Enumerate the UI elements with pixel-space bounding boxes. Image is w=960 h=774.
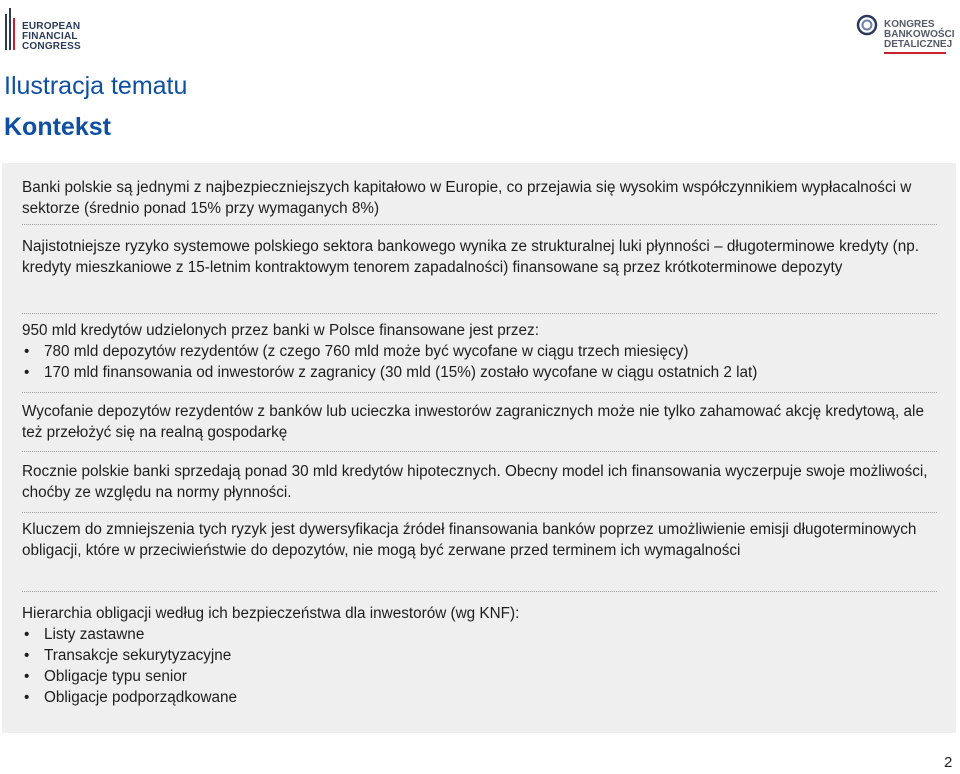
paragraph-text: Najistotniejsze ryzyko systemowe polskiego sektora bankowego wynika ze strukturalnej luki płynności – długoterminowe kredyty (np. kredyty mieszkaniowe z 15-letnim kontraktowym tenorem zapadalności) finansowane są przez krótkoterminowe depozyty: [22, 238, 919, 276]
logo-left-line-1: EUROPEAN: [22, 21, 81, 32]
divider: [22, 512, 937, 513]
kbd-logo-mark-icon: [856, 14, 878, 36]
list-item: • 170 mld finansowania od inwestorów z zagranicy (30 mld (15%) zostało wycofane w ciągu ostatnich 2 lat): [22, 362, 937, 383]
content-panel: [2, 163, 956, 733]
european-financial-congress-logo: [4, 4, 81, 54]
paragraph-diversification: [22, 519, 937, 561]
paragraph-text: 950 mld kredytów udzielonych przez banki w Polsce finansowane jest przez:: [22, 322, 539, 339]
divider: [22, 224, 937, 225]
paragraph-text: Rocznie polskie banki sprzedają ponad 30 mld kredytów hipotecznych. Obecny model ich finansowania wyczerpuje swoje możliwości, choćby ze względu na normy płynności.: [22, 463, 928, 501]
paragraph-credit-funding: [22, 320, 937, 383]
kongres-bankowosci-detalicznej-logo: [856, 14, 956, 56]
bond-hierarchy-list: [22, 624, 937, 708]
logo-right-underline: [884, 52, 946, 54]
logo-right-line-2: BANKOWOŚCI: [884, 29, 955, 40]
list-item: • Transakcje sekurytyzacyjne: [22, 645, 937, 666]
divider: [22, 591, 937, 592]
divider: [22, 392, 937, 393]
efc-logo-mark-icon: [4, 8, 18, 52]
paragraph-text: Hierarchia obligacji według ich bezpieczeństwa dla inwestorów (wg KNF):: [22, 605, 520, 622]
list-item: • Listy zastawne: [22, 624, 937, 645]
logo-right-line-1: KONGRES: [884, 19, 935, 30]
page-title: Ilustracja tematu: [4, 72, 188, 100]
logo-right-line-3: DETALICZNEJ: [884, 39, 953, 50]
paragraph-bond-hierarchy: [22, 603, 937, 708]
page-subtitle: Kontekst: [4, 113, 111, 141]
list-item: • 780 mld depozytów rezydentów (z czego 760 mld może być wycofane w ciągu trzech miesięcy): [22, 341, 937, 362]
logo-left-line-2: FINANCIAL: [22, 31, 78, 42]
list-item: • Obligacje podporządkowane: [22, 687, 937, 708]
divider: [22, 451, 937, 452]
paragraph-capital: [22, 177, 937, 219]
list-item: • Obligacje typu senior: [22, 666, 937, 687]
paragraph-text: Kluczem do zmniejszenia tych ryzyk jest dywersyfikacja źródeł finansowania banków poprzez umożliwienie emisji długoterminowych obligacji, które w przeciwieństwie do depozytów, nie mogą być zerwane przed terminem ich wymagalności: [22, 521, 917, 559]
paragraph-mortgages: [22, 461, 937, 503]
paragraph-text: Banki polskie są jednymi z najbezpieczniejszych kapitałowo w Europie, co przejawia się wysokim współczynnikiem wypłacalności w sektorze (średnio ponad 15% przy wymaganych 8%): [22, 179, 912, 217]
logo-left-line-3: CONGRESS: [22, 41, 81, 52]
funding-list: [22, 341, 937, 383]
paragraph-withdrawal: [22, 401, 937, 443]
paragraph-liquidity-risk: [22, 236, 937, 278]
divider: [22, 313, 937, 314]
page-number: 2: [944, 754, 953, 771]
paragraph-text: Wycofanie depozytów rezydentów z banków lub ucieczka inwestorów zagranicznych może nie tylko zahamować akcję kredytową, ale też przełożyć się na realną gospodarkę: [22, 403, 924, 441]
